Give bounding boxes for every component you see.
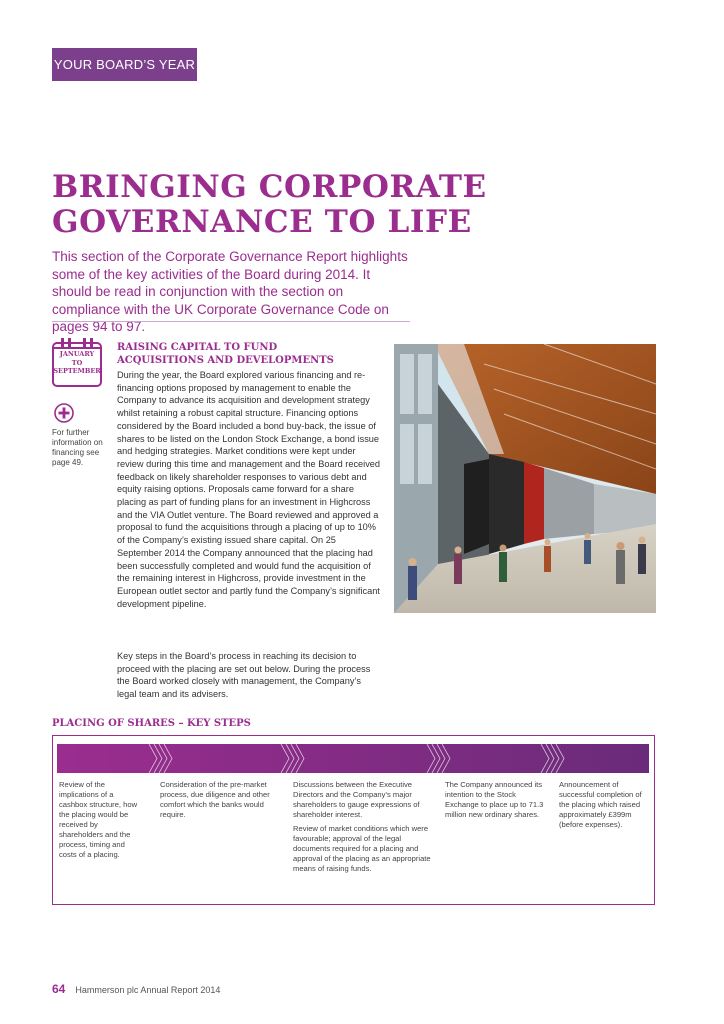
- side-note: For further information on financing see page 49.: [52, 428, 103, 467]
- step-2-text: Consideration of the pre-market process, due diligence and other comfort which the banks would require.: [160, 780, 270, 819]
- step-4: [445, 780, 545, 824]
- calendar-line3: SEPTEMBER: [53, 367, 101, 375]
- calendar-icon: [52, 337, 102, 387]
- step-1: [59, 780, 143, 864]
- calendar-line2: TO: [71, 358, 83, 367]
- calendar-line1: JANUARY: [59, 350, 95, 358]
- section-tag: YOUR BOARD’S YEAR: [52, 48, 197, 81]
- step-2: [160, 780, 278, 824]
- shopping-centre-photo: [394, 344, 656, 613]
- body-paragraph-2: Key steps in the Board’s process in reaching its decision to proceed with the placing are set out below. During the process the Board worked closely with management, the Company’s legal team and its advisers.: [117, 651, 371, 700]
- step-3-text-2: Review of market conditions which were favourable; approval of the legal documents required for a placing and approval of the placing as an appropriate means of raising funds.: [293, 824, 431, 873]
- step-3: [293, 780, 433, 878]
- body-paragraph-1: During the year, the Board explored various financing and re-financing options proposed by management to enable the Company to advance its acquisition and development strategy whilst retaining a robust capital structure. Financing options considered by the Board included a bond buy-back, the issue of shares to be listed on the London Stock Exchange, a bond issue and hedging strategies. Market conditions were kept under review during this time and management and the Board received feedback on likely shareholder responses to various debt and equity raising options. Proposals came forward for a share placing as part of funding plans for an investment in Highcross and the VIA Outlet venture. The Board reviewed and approved a proposal to fund the acquisitions through a placing of up to 10% of the Company’s existing issued share capital. On 25 September 2014 the Company announced that the placing had been successfully completed and would fund the acquisition of the remaining interest in Highcross, provide investment in the European outlet sector and partly fund the Company’s significant development pipeline.: [117, 370, 381, 609]
- step-5-text: Announcement of successful completion of the placing which raised approximately £399m (before expenses).: [559, 780, 642, 829]
- page-title: BRINGING CORPORATE GOVERNANCE TO LIFE: [52, 169, 487, 240]
- step-4-text: The Company announced its intention to the Stock Exchange to place up to 71.3 million new ordinary shares.: [445, 780, 544, 819]
- step-3-text: Discussions between the Executive Directors and the Company’s major shareholders to gauge expressions of shareholder interest.: [293, 780, 420, 819]
- divider: [52, 321, 410, 322]
- step-1-text: Review of the implications of a cashbox structure, how the placing would be received by shareholders and the process, timing and costs of a placing.: [59, 780, 138, 859]
- section-heading: RAISING CAPITAL TO FUND ACQUISITIONS AND DEVELOPMENTS: [117, 342, 334, 366]
- steps-heading: PLACING OF SHARES – KEY STEPS: [52, 718, 251, 729]
- step-5: [559, 780, 651, 834]
- page-number: 64: [52, 982, 66, 996]
- steps-timeline-bar: [57, 744, 649, 773]
- plus-icon: [54, 403, 74, 423]
- footer-text: Hammerson plc Annual Report 2014: [75, 985, 221, 995]
- calendar-label: [52, 350, 102, 376]
- intro-paragraph: This section of the Corporate Governance Report highlights some of the key activities of the Board during 2014. It should be read in conjunction with the section on compliance with the UK Corporate Governance Code on pages 94 to 97.: [52, 249, 408, 334]
- footer: [52, 982, 220, 996]
